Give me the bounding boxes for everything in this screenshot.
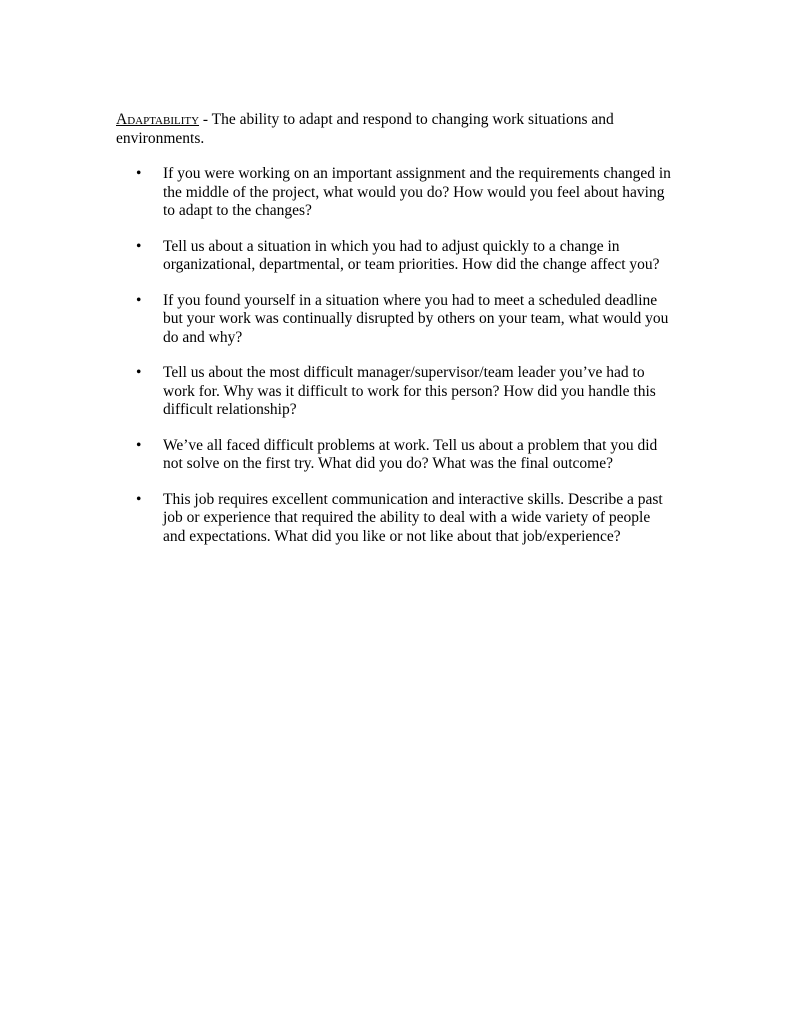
question-list xyxy=(116,165,676,563)
bullet-icon: • xyxy=(136,291,142,309)
heading-separator: - xyxy=(199,111,212,128)
question-item xyxy=(116,491,676,547)
question-text: Tell us about a situation in which you had to adjust quickly to a change in organizational, departmental, or team priorities. How did the change affect you? xyxy=(163,237,660,273)
question-item xyxy=(116,292,676,348)
bullet-icon: • xyxy=(136,364,142,381)
bullet-icon: • xyxy=(136,237,142,255)
bullet-icon: • xyxy=(136,490,142,508)
bullet-icon: • xyxy=(136,165,142,182)
bullet-icon: • xyxy=(136,436,142,454)
question-item xyxy=(116,238,676,275)
section-heading xyxy=(116,110,676,148)
question-text: If you found yourself in a situation where you had to meet a scheduled deadline but your work was continually disrupted by others on your team, what would you do and why? xyxy=(163,291,669,346)
question-text: We’ve all faced difficult problems at work. Tell us about a problem that you did not solve on the first try. What did you do? What was the final outcome? xyxy=(163,436,658,472)
heading-definition: The ability to adapt and respond to changing work situations and environments. xyxy=(116,111,614,147)
question-text: If you were working on an important assignment and the requirements changed in the middle of the project, what would you do? How would you feel about having to adapt to the changes? xyxy=(163,165,671,219)
question-text: Tell us about the most difficult manager/supervisor/team leader you’ve had to work for. Why was it difficult to work for this person? How did you handle this difficult relationship? xyxy=(163,364,656,418)
question-item xyxy=(116,437,676,474)
question-item xyxy=(116,165,676,221)
heading-term: Adaptability xyxy=(116,111,200,128)
question-item xyxy=(116,364,676,420)
question-text: This job requires excellent communication and interactive skills. Describe a past job or experience that required the ability to deal with a wide variety of people and expectations. What did you like or not like about that job/experience? xyxy=(163,490,663,545)
